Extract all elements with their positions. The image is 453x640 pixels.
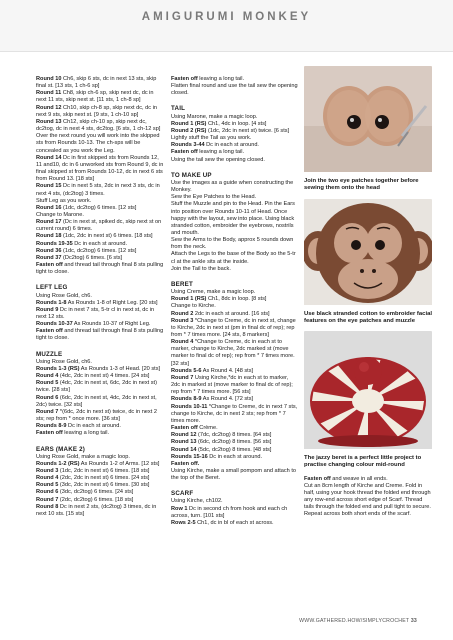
pattern-line-text: As Rounds 1-8 of Right Leg. [20 sts] — [66, 299, 158, 306]
pattern-line-lead: Rows 2-5 — [171, 519, 196, 526]
pattern-line-lead: Rounds 8-9 — [36, 423, 67, 430]
pattern-line-lead: Rounds 1-3 (RS) — [36, 365, 80, 372]
pattern-line — [171, 83, 298, 97]
pattern-line-lead: Round 1 (RS) — [171, 296, 207, 303]
pattern-line-text: *Change to Creme, dc in next 7 sts, change to Kirche, dc in next 2 sts; rep from * 7 times more. — [171, 403, 298, 424]
pattern-line-lead: Round 11 — [36, 90, 62, 97]
pattern-line — [36, 183, 164, 197]
caption-beret: The jazzy beret is a perfect little project to practise changing colour mid-round — [304, 455, 422, 469]
pattern-line-lead: Fasten off — [36, 262, 63, 269]
pattern-line-text: leaving a long tail. — [197, 76, 245, 82]
page-number: 33 — [410, 618, 417, 624]
pattern-line-text: (4dc, 2dc in next st, 6dc, 2dc in next st) twice. [28 sts] — [36, 380, 157, 394]
pattern-line — [36, 395, 164, 409]
pattern-line-lead: Round 3 — [36, 467, 59, 474]
pattern-line-text: Using Kirche, make a small pompom and attach to the top of the Beret. — [171, 467, 296, 482]
pattern-line-text: (6dc, 2dc in next st, 4dc, 2dc in next st, 2dc) twice. [32 sts] — [36, 394, 157, 408]
pattern-line-text: Lightly stuff the Tail as you work. — [171, 135, 252, 142]
pattern-line — [171, 135, 298, 142]
pattern-line-text: and weave in all ends. — [330, 475, 388, 482]
pattern-line-text: (7dc, dc2tog) 8 times. [64 sts] — [196, 432, 272, 439]
pattern-line — [171, 128, 298, 135]
beret-image — [304, 331, 432, 449]
pattern-line — [36, 293, 164, 300]
pattern-line-text: (6dc, dc2tog) 8 times. [56 sts] — [196, 439, 272, 446]
pattern-line-text: Ch1, dc in bl of each st across. — [195, 519, 274, 526]
pattern-line-lead: Rounds 8-9 — [171, 396, 202, 403]
pattern-line — [36, 380, 164, 394]
pattern-line-lead: Fasten off. — [171, 460, 200, 467]
pattern-line-text: Cut an 8cm length of Kirche and Creme. Fold in half, using your hook thread the folded end through any row-end across short edge of Scarf. Thread tails through the folded end and pull tight to secure. Repeat across both short ends of the scarf. — [304, 482, 431, 518]
pattern-line-text: Using Rose Gold, ch6. — [36, 358, 92, 365]
pattern-line — [171, 76, 298, 83]
pattern-line — [171, 425, 298, 432]
pattern-line-lead: Round 6 — [36, 394, 59, 401]
pattern-line — [36, 307, 164, 321]
pattern-line — [36, 423, 164, 430]
pattern-line-text: (4dc, 2dc in next st) 4 times. [24 sts] — [58, 373, 150, 380]
pattern-line — [171, 180, 298, 194]
section-heading: EARS (MAKE 2) — [36, 445, 86, 453]
pattern-line — [171, 439, 298, 446]
pattern-line — [36, 198, 164, 205]
pattern-line-lead: Row 1 — [171, 505, 188, 512]
pattern-line — [304, 476, 432, 483]
pattern-line — [171, 121, 298, 128]
pattern-line-lead: Rounds 19-35 — [36, 240, 73, 247]
pattern-line-text: Using Kirche, ch102. — [171, 498, 223, 505]
pattern-line — [36, 475, 164, 482]
pattern-line-text: Sew the Arms to the Body, approx 5 rounds down from the neck. — [171, 237, 294, 251]
pattern-line — [36, 212, 164, 219]
pattern-line-lead: Round 2 (RS) — [171, 127, 207, 134]
footer-url-and-page — [299, 618, 417, 624]
pattern-line-text: Ch10, skip ch-8 sp, skip next dc, dc in next 9 sts, skip next st. [9 sts, 1 ch-10 sp] — [36, 104, 157, 118]
pattern-line-text: Dc in each st around. — [66, 423, 121, 430]
monkey-face-image — [304, 199, 432, 305]
pattern-line — [36, 262, 164, 276]
pattern-line-lead: Round 4 — [36, 373, 59, 380]
pattern-line — [36, 119, 164, 133]
pattern-line — [36, 359, 164, 366]
pattern-line-lead: Round 16 — [36, 204, 62, 211]
pattern-line-text: Attach the Legs to the base of the Body so the 5-tr cl at the ankle sits at the inside. — [171, 251, 296, 265]
pattern-line-lead: Rounds 10-37 — [36, 321, 73, 328]
pattern-line-text: (2dc, dc2tog) 6 times. [18 sts] — [58, 496, 134, 503]
pattern-line-text: As Rounds 1-2 of Arms. [12 sts] — [79, 460, 160, 467]
pattern-line — [171, 339, 298, 368]
pattern-line-text: Using Creme, make a magic loop. — [171, 289, 256, 296]
pattern-line — [171, 149, 298, 156]
pattern-line — [36, 205, 164, 212]
photo-beret — [304, 331, 432, 452]
pattern-line-text: Use the images as a guide when constructing the Monkey. — [171, 179, 294, 194]
pattern-line-lead: Rounds 3-44 — [171, 142, 205, 149]
pattern-line-text: (3dc, dc2tog) 6 times. [24 sts] — [58, 489, 134, 496]
pattern-line-lead: Round 12 — [36, 104, 62, 111]
pattern-line — [171, 506, 298, 520]
pattern-line-lead: Round 15 — [36, 183, 62, 190]
pattern-line-text: (1dc, dc2tog) 6 times. [12 sts] — [61, 204, 137, 211]
pattern-line — [36, 430, 164, 437]
pattern-line — [36, 454, 164, 461]
pattern-line-lead: Round 12 — [171, 432, 197, 439]
eye-patches-image — [304, 66, 432, 172]
pattern-line-lead: Round 13 — [171, 439, 197, 446]
pattern-line-lead: Fasten off — [171, 425, 198, 432]
pattern-line-text: Ch1, 8dc in loop. [8 sts] — [206, 296, 267, 303]
pattern-line — [171, 266, 298, 273]
column-right — [304, 66, 432, 519]
pattern-line — [36, 133, 164, 154]
pattern-line — [36, 482, 164, 489]
pattern-line — [171, 289, 298, 296]
pattern-line-text: leaving a long tail. — [197, 149, 245, 156]
pattern-line — [171, 368, 298, 375]
pattern-line — [36, 366, 164, 373]
pattern-line-lead: Round 5 — [36, 482, 59, 489]
pattern-line-lead: Round 7 — [36, 408, 59, 415]
pattern-line-text: 2dc in each st around. [16 sts] — [193, 310, 270, 317]
pattern-line — [171, 318, 298, 339]
photo-eye-patches — [304, 66, 432, 175]
pattern-line-text: Dc in each st around. — [207, 453, 263, 460]
pattern-line — [171, 303, 298, 310]
pattern-line-text: Using Kirche,*dc in each st to marker, 2dc in marked st (move marker to final dc of rep); rep from * 7 times more. [56 sts] — [171, 374, 293, 396]
pattern-line-text: leaving a long tail. — [62, 430, 110, 437]
pattern-line-text: Change to Marone. — [36, 211, 84, 218]
column-middle — [171, 76, 298, 527]
pattern-line-text: *Change to Creme, dc in next st, change to Kirche, 2dc in next st (pm in final dc of rep); rep from * 7 times more. [24 sts, 8 markers] — [171, 317, 296, 338]
pattern-line-lead: Rounds 5-6 — [171, 367, 202, 374]
pattern-line-text: As Rounds 10-37 of Right Leg. — [72, 321, 151, 328]
section-heading: MUZZLE — [36, 350, 63, 358]
pattern-line-text: Dc in each st around. — [204, 142, 259, 149]
pattern-line-text: (Dc2tog) 6 times. [6 sts] — [61, 254, 123, 261]
pattern-line — [36, 76, 164, 90]
pattern-line-text: Using the tail sew the opening closed. — [171, 156, 265, 163]
photo-monkey-face — [304, 199, 432, 308]
pattern-line-text: and thread tail through final 8 sts pulling tight to close. — [36, 328, 164, 342]
pattern-line — [36, 497, 164, 504]
pattern-line-text: and thread tail through final 8 sts pulling tight to close. — [36, 262, 164, 276]
pattern-line — [171, 311, 298, 318]
pattern-line — [36, 504, 164, 518]
pattern-line-text: Stuff the Muzzle and pin to the Head. Pin the Ears into position over Rounds 10-11 of Head. Once happy with the layout, sew into place. Using black stranded cotton, embroider the eyebrows, nostrils and mouth. — [171, 201, 295, 236]
pattern-line — [36, 468, 164, 475]
caption-eye-patches: Join the two eye patches together before sewing them onto the head — [304, 178, 419, 192]
pattern-line-lead: Round 5 — [36, 380, 59, 387]
pattern-line — [171, 432, 298, 439]
caption-monkey-face: Use black stranded cotton to embroider facial features on the eye patches and muzzle — [304, 310, 432, 324]
pattern-line — [36, 90, 164, 104]
pattern-line-text: Change to Kirche. — [171, 303, 216, 310]
pattern-line-lead: Fasten off — [171, 76, 198, 82]
pattern-line-lead: Fasten off — [36, 328, 63, 335]
pattern-line-lead: Round 6 — [36, 489, 59, 496]
pattern-line-text: Dc in first skipped sts from Rounds 12, 11 and10, dc in 6 unworked sts from Round 9, dc in final skipped st from Rounds 10-12, dc in next 6 sts from Round 13. [18 sts] — [36, 154, 164, 183]
pattern-line-text: *(6dc, 2dc in next st) twice, dc in next 2 sts; rep from * once more. [36 sts] — [36, 408, 157, 423]
pattern-line — [171, 447, 298, 454]
pattern-line-text: Dc in each st around. — [72, 240, 128, 247]
pattern-line-text: (Dc in next st, spiked dc, skip next st on current round) 6 times. — [36, 219, 162, 233]
pattern-line — [171, 114, 298, 121]
pattern-line-text: Over the next round you will work into the skipped sts from Rounds 10-13. The ch-sps will be concealed as you work the Leg. — [36, 133, 160, 154]
pattern-line — [36, 241, 164, 248]
pattern-line-text: Using Rose Gold, ch6. — [36, 292, 92, 299]
section-heading: SCARF — [171, 490, 194, 498]
pattern-line-text: As Round 4. [48 sts] — [201, 367, 254, 374]
pattern-line-text: Ch6, skip 6 sts, dc in next 13 sts, skip final st. [13 sts, 1 ch-6 sp] — [36, 76, 157, 90]
pattern-line-lead: Fasten off — [304, 475, 331, 482]
pattern-line — [171, 396, 298, 403]
pattern-line-text: Dc in next 2 sts, (dc2tog) 3 times, dc in next 10 sts. [15 sts] — [36, 503, 157, 517]
pattern-line-text: Ch1, 4dc in loop. [4 sts] — [206, 120, 267, 127]
section-heading: TO MAKE UP — [171, 171, 212, 179]
pattern-line-text: (1dc, dc2tog) 6 times. [12 sts] — [61, 247, 137, 254]
pattern-line — [171, 404, 298, 425]
pattern-line-lead: Round 18 — [36, 233, 62, 240]
pattern-line-text: Join the Tail to the back. — [171, 265, 231, 272]
pattern-line-lead: Round 2 — [171, 310, 194, 317]
pattern-line-lead: Round 17 — [36, 219, 62, 226]
pattern-line-text: Ch12, skip ch-10 sp, skip next dc, dc2tog, dc in next 4 sts, dc2tog. [6 sts, 1 ch-12 sp] — [36, 118, 161, 133]
section-heading: TAIL — [171, 105, 186, 113]
pattern-line-text: As Round 4. [72 sts] — [201, 396, 254, 403]
pattern-line-text: Sew the Eye Patches to the Head. — [171, 194, 257, 201]
pattern-line — [171, 520, 298, 527]
column-right-text — [304, 476, 432, 519]
pattern-line — [171, 375, 298, 396]
pattern-line — [36, 105, 164, 119]
pattern-line-lead: Fasten off — [171, 149, 198, 156]
column-left — [36, 76, 164, 518]
section-heading: BERET — [171, 280, 193, 288]
pattern-line-lead: Round 7 — [171, 374, 194, 381]
pattern-line-text: Ch8, skip ch-6 sp, skip next dc, dc in next 11 sts, skip next st. [11 sts, 1 ch-8 sp] — [36, 90, 154, 104]
pattern-line-lead: Round 10 — [36, 76, 62, 82]
pattern-line-text: (1dc, 2dc in next st) 6 times. [18 sts] — [61, 233, 153, 240]
pattern-line-lead: Round 7 — [36, 496, 59, 503]
pattern-line-lead: Round 36 — [36, 247, 62, 254]
pattern-line — [171, 142, 298, 149]
pattern-line — [36, 373, 164, 380]
pattern-line-lead: Fasten off — [36, 430, 63, 437]
pattern-line-text: (1dc, 2dc in next st) 6 times. [18 sts] — [58, 467, 150, 474]
pattern-line-lead: Rounds 1-2 (RS) — [36, 460, 80, 467]
section-heading: LEFT LEG — [36, 284, 68, 292]
pattern-line — [171, 498, 298, 505]
pattern-line-text: As Rounds 1-3 of Head. [20 sts] — [79, 365, 161, 372]
pattern-line — [36, 321, 164, 328]
pattern-line-lead: Round 14 — [171, 446, 197, 453]
pattern-line — [36, 255, 164, 262]
page-title: AMIGURUMI MONKEY — [141, 11, 312, 23]
pattern-line — [304, 483, 432, 519]
pattern-line-text: Flatten final round and use the tail sew the opening closed. — [171, 83, 298, 97]
pattern-line-lead: Round 1 (RS) — [171, 120, 207, 127]
pattern-line — [36, 300, 164, 307]
pattern-line — [36, 248, 164, 255]
pattern-line-text: (2dc, 2dc in next st) 6 times. [24 sts] — [58, 475, 150, 482]
pattern-line-text: (5dc, dc2tog) 8 times. [48 sts] — [196, 446, 272, 453]
pattern-line-lead: Round 13 — [36, 118, 62, 125]
pattern-line-text: Dc in second ch from hook and each ch across, turn. [101 sts] — [171, 505, 288, 519]
pattern-line — [171, 157, 298, 164]
pattern-line-text: Dc in next 5 sts, 2dc in next 3 sts, dc in next 4 sts, (dc2tog) 3 times. — [36, 183, 160, 197]
pattern-line-lead: Round 4 — [171, 339, 194, 346]
pattern-line — [171, 454, 298, 461]
pattern-line — [36, 461, 164, 468]
pattern-line-text: Stuff Leg as you work. — [36, 197, 92, 204]
pattern-line-text: (1dc, 2dc in next st) twice. [6 sts] — [206, 127, 290, 134]
pattern-line-text: Using Rose Gold, make a magic loop. — [36, 453, 130, 460]
pattern-line-lead: Rounds 1-8 — [36, 299, 67, 306]
page-header — [0, 0, 453, 52]
pattern-line-lead: Rounds 15-16 — [171, 453, 208, 460]
pattern-line-lead: Round 4 — [36, 475, 59, 482]
pattern-line — [171, 296, 298, 303]
pattern-line — [36, 409, 164, 423]
pattern-line-text: *Change to Creme, dc in each st to marker, change to Kirche, 2dc marked st (move marker to final dc of rep); rep from * 7 times more. [32 sts] — [171, 339, 295, 367]
pattern-line — [171, 194, 298, 201]
pattern-line — [171, 237, 298, 251]
pattern-line-lead: Round 9 — [36, 306, 59, 313]
footer-url: WWW.GATHERED.HOW/SIMPLYCROCHET — [299, 618, 410, 624]
pattern-line — [36, 233, 164, 240]
pattern-line — [171, 251, 298, 265]
pattern-line-lead: Round 37 — [36, 254, 62, 261]
pattern-line — [171, 461, 298, 468]
pattern-line-lead: Rounds 10-11 — [171, 403, 208, 410]
pattern-line — [36, 155, 164, 184]
pattern-line-lead: Round 8 — [36, 503, 59, 510]
pattern-line — [171, 468, 298, 482]
pattern-line — [171, 201, 298, 237]
pattern-line-text: Crème. — [197, 425, 218, 432]
pattern-line-text: Using Marone, make a magic loop. — [171, 113, 258, 120]
pattern-line-text: (3dc, 2dc in next st) 6 times. [30 sts] — [58, 482, 150, 489]
pattern-line-text: Dc in next 7 sts, 5-tr cl in next st, dc in next 12 sts. — [36, 306, 155, 320]
pattern-line — [36, 489, 164, 496]
pattern-line — [36, 328, 164, 342]
pattern-line-lead: Round 3 — [171, 317, 194, 324]
pattern-line — [36, 219, 164, 233]
pattern-line-lead: Round 14 — [36, 154, 62, 161]
